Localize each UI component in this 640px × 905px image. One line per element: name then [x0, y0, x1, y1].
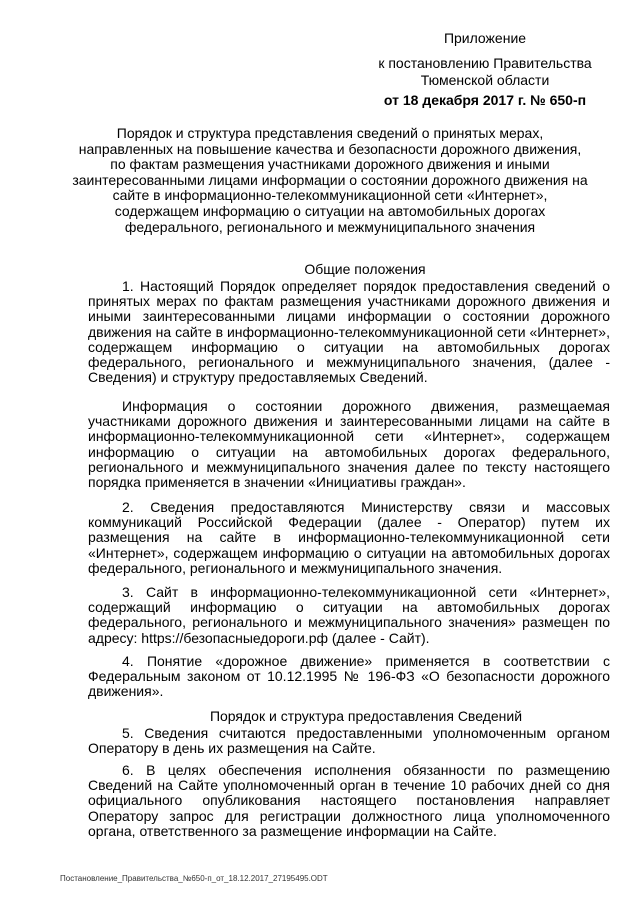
paragraph-4: 4. Понятие «дорожное движение» применяется в соответствии с Федеральным законом от 10.12.1995 № 196-ФЗ «О безопасности дорожного движения».: [88, 653, 610, 700]
appendix-region-line: Тюменской области: [420, 72, 550, 88]
paragraph-1-citizens-initiatives: Информация о состоянии дорожного движения, размещаемая участниками дорожного движения и заинтересованными лицами на сайте в информационно-телекоммуникационной сети «Интернет», содержащем информацию о ситуации на автомобильных дорогах федерального, регионального и межмуниципального значения далее по тексту настоящего порядка применяется в значении «Инициативы граждан».: [88, 398, 610, 491]
general-provisions-heading: Общие положения: [304, 261, 426, 277]
paragraph-5: 5. Сведения считаются предоставленными уполномоченным органом Оператору в день их размещения на Сайте.: [88, 725, 610, 757]
appendix-label: Приложение: [443, 30, 527, 46]
procedure-heading: Порядок и структура предоставления Сведений: [209, 708, 523, 724]
paragraph-3: 3. Сайт в информационно-телекоммуникационной сети «Интернет», содержащий информацию о ситуации на автомобильных дорогах федерального, регионального и межмуниципального значения» размещен по адресу: https://безопасныедороги.рф (далее - Сайт).: [88, 584, 610, 646]
document-footer-filename: Постановление_Правительства_№650-п_от_18.12.2017_27195495.ODT: [60, 874, 328, 883]
paragraph-6: 6. В целях обеспечения исполнения обязанности по размещению Сведений на Сайте уполномоченный орган в течение 10 рабочих дней со дня официального опубликования настоящего постановления направляет Оператору запрос для регистрации должностного лица уполномоченного органа, ответственного за размещение информации на Сайте.: [88, 762, 610, 839]
document-title: Порядок и структура представления сведений о принятых мерах, направленных на повышение качества и безопасности дорожного движения, по фактам размещения участниками дорожного движения и иными заинтересованными лицами информации о состоянии дорожного движения на сайте в информационно-телекоммуникационной сети «Интернет», содержащем информацию о ситуации на автомобильных дорогах федерального, регионального и межмуниципального значения: [72, 125, 588, 235]
appendix-header: [360, 30, 610, 109]
paragraph-1: 1. Настоящий Порядок определяет порядок предоставления сведений о принятых мерах по фактам размещения участниками дорожного движения и иными заинтересованными лицами информации о состоянии дорожного движения на сайте в информационно-телекоммуникационной сети «Интернет», содержащем информацию о ситуации на автомобильных дорогах федерального, регионального и межмуниципального значения, (далее - Сведения) и структуру предоставляемых Сведений.: [88, 278, 610, 386]
paragraph-2: 2. Сведения предоставляются Министерству связи и массовых коммуникаций Российской Федерации (далее - Оператор) путем их размещения на сайте в информационно-телекоммуникационной сети «Интернет», содержащем информацию о ситуации на автомобильных дорогах федерального, регионального и межмуниципального значения.: [88, 499, 610, 576]
appendix-gap: [360, 47, 610, 55]
appendix-date: от 18 декабря 2017 г. № 650-п: [383, 92, 587, 108]
appendix-resolution-line: к постановлению Правительства: [378, 55, 592, 71]
